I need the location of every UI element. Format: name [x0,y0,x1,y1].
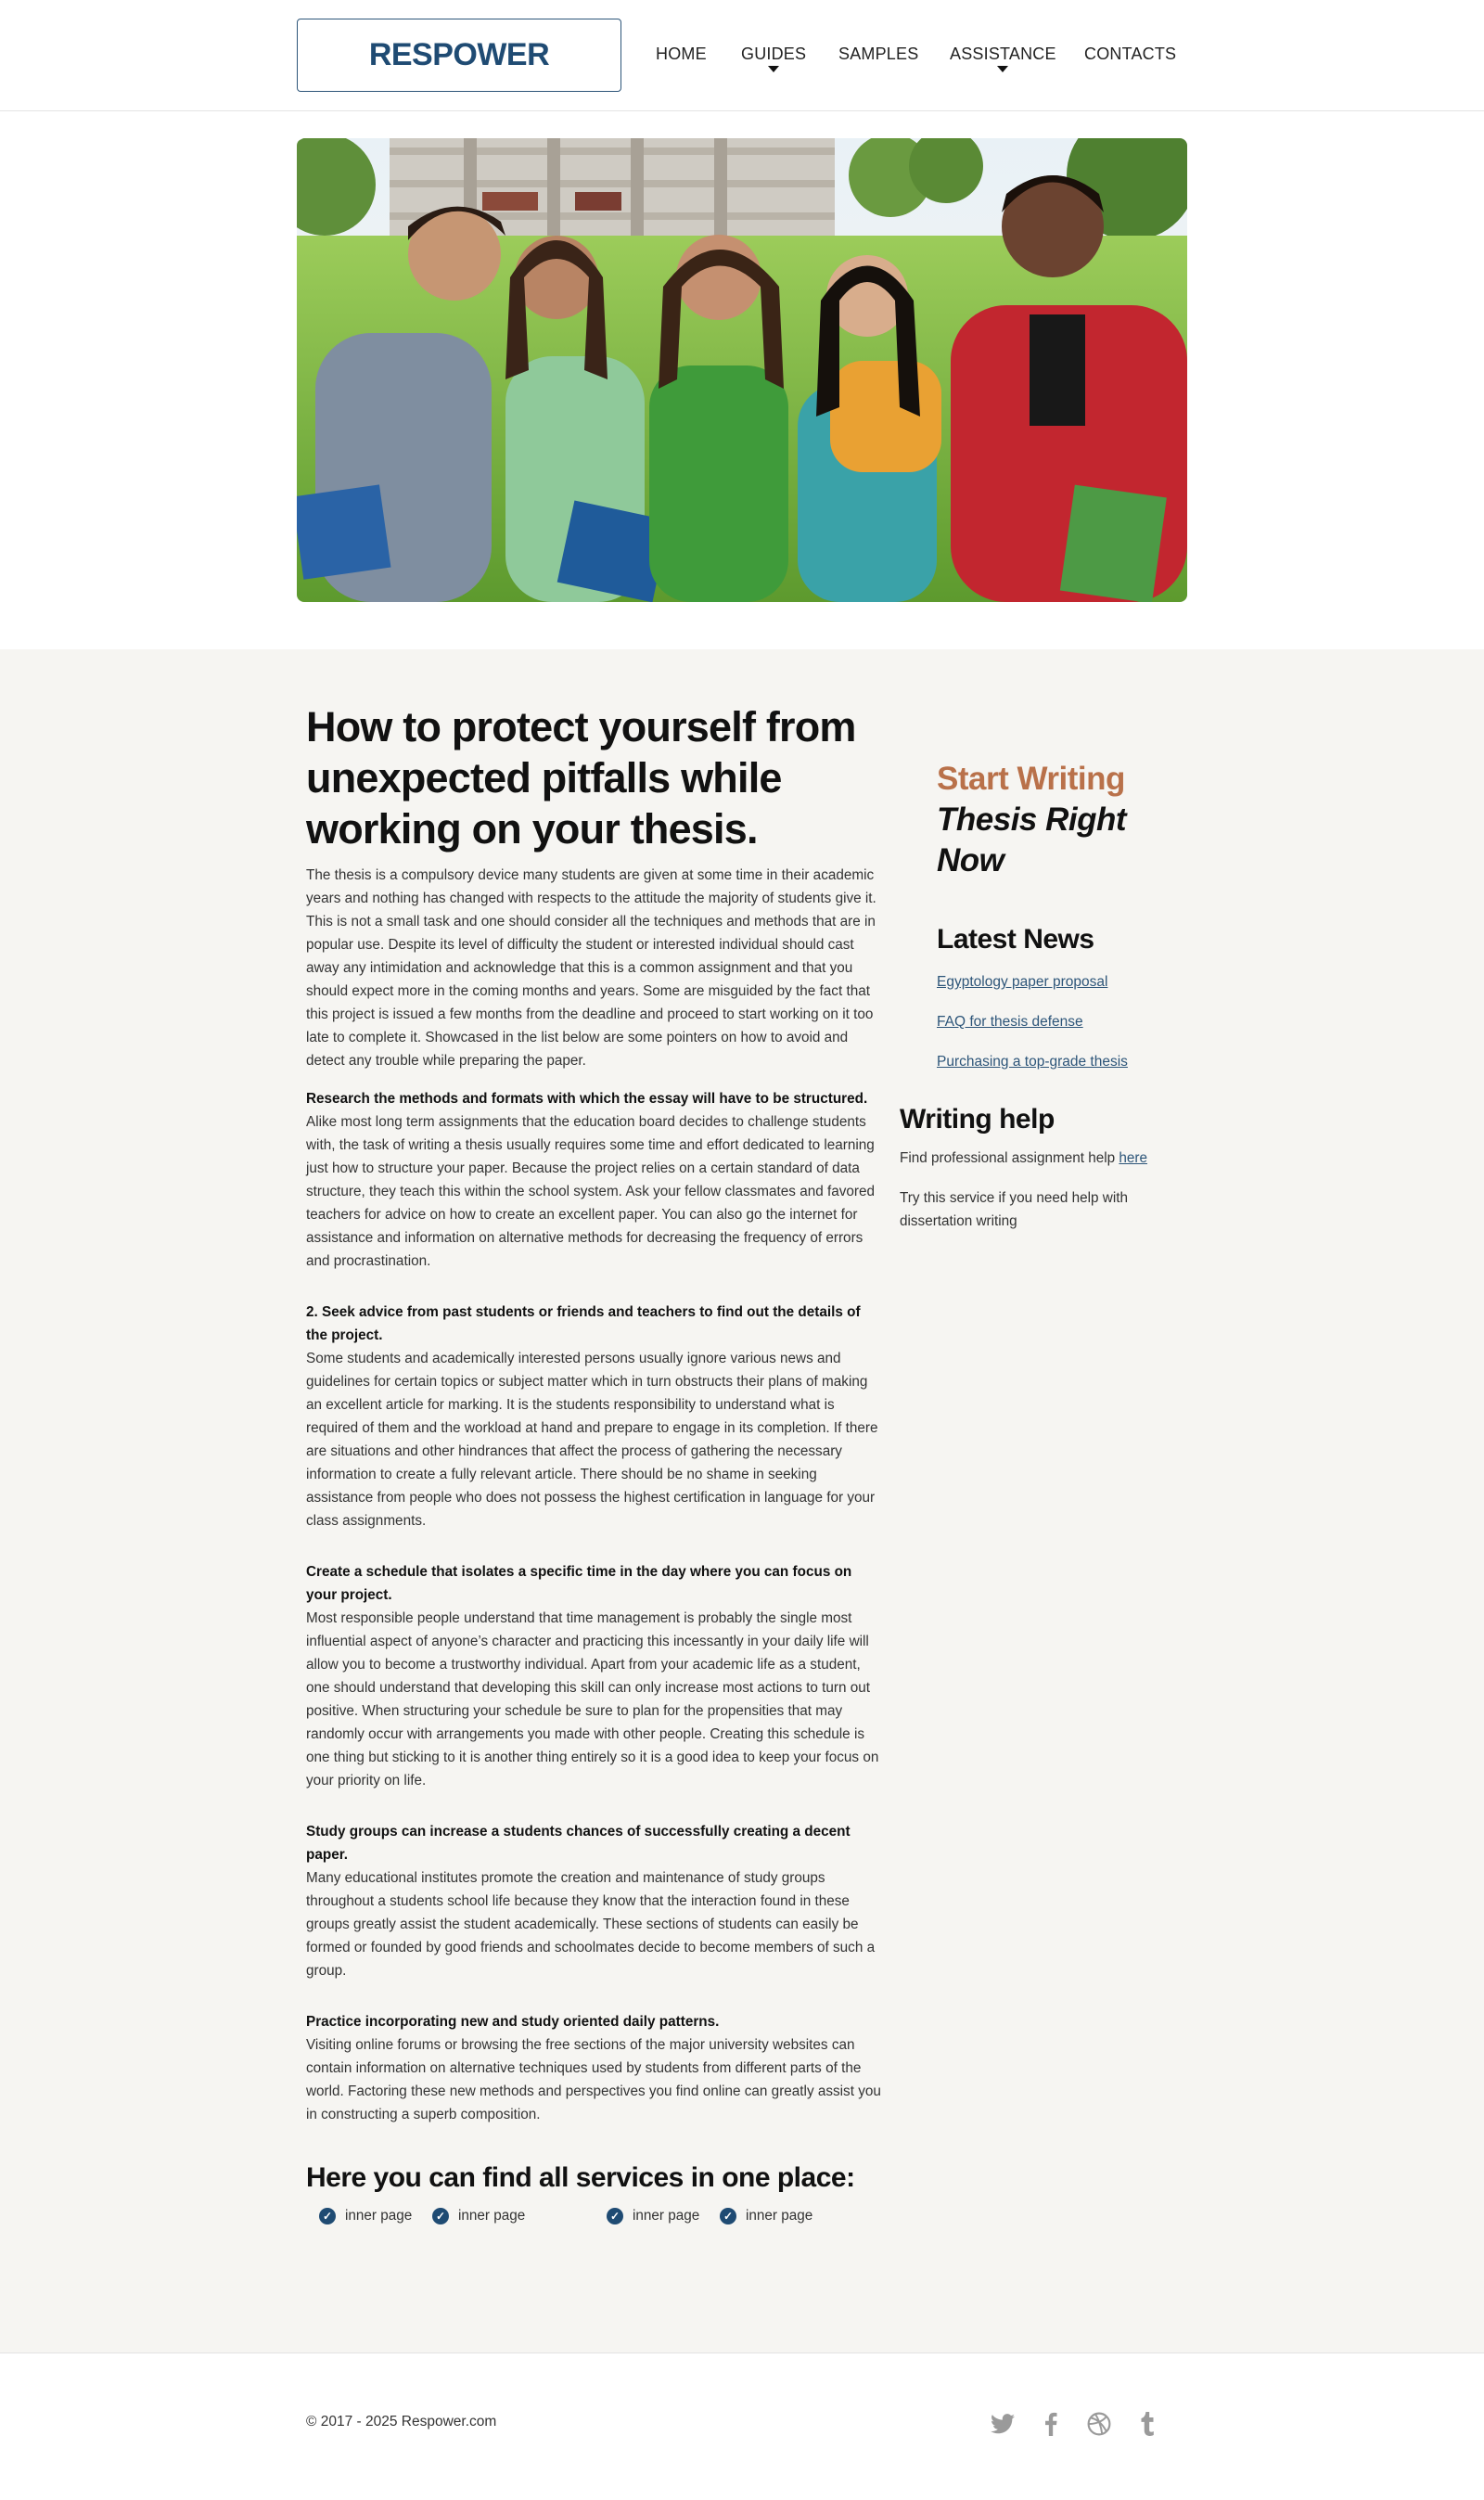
service-link[interactable] [319,2208,412,2224]
tumblr-icon[interactable] [1131,2407,1164,2441]
nav-item-samples[interactable] [838,45,918,64]
article-section [306,2010,881,2126]
article-section [306,1087,881,1273]
section-body: Most responsible people understand that time management is probably the single most influential aspect of anyone’s character and practicing this incessantly in your daily life will allow you to become a trustworthy individual. Apart from your academic life as a student, one should understand that developing this skill can only increase most actions to turn out positive. When structuring your schedule be sure to plan for the propensities that may randomly occur with arrangements you made with other people. Creating this schedule is one thing but sticking to it is another thing entirely so it is a good idea to keep your focus on your priority on life. [306,1610,879,1788]
copyright: © 2017 - 2025 Respower.com [306,2414,497,2429]
help-link[interactable]: here [1119,1150,1148,1166]
section-title: Practice incorporating new and study oriented daily patterns. [306,2014,720,2030]
section-title: Create a schedule that isolates a specific time in the day where you can focus on your project. [306,1564,852,1603]
cta-subheading: Thesis Right Now [937,801,1127,878]
section-title: 2. Seek advice from past students or friends and teachers to find out the details of the project. [306,1304,861,1343]
news-link[interactable]: Purchasing a top-grade thesis [937,1054,1128,1070]
news-link[interactable]: Egyptology paper proposal [937,974,1108,990]
check-circle-icon: ✓ [319,2208,336,2224]
service-link[interactable] [720,2208,812,2224]
nav-item-contacts[interactable] [1084,45,1176,64]
service-link[interactable] [432,2208,525,2224]
site-footer [0,2353,1484,2500]
hero-image [297,138,1187,602]
section-body: Alike most long term assignments that the education board decides to challenge students with, the task of writing a thesis usually requires some time and effort dedicated to learning just how to structure your paper. Because the project relies on a certain standard of data structure, they teach this within the school system. Ask your fellow classmates and favored teachers for advice on how to create an excellent paper. You can also go the internet for assistance and information on alternative methods for decreasing the frequency of errors and procrastination. [306,1114,876,1269]
article-section [306,1820,881,1982]
check-circle-icon: ✓ [432,2208,449,2224]
service-label[interactable]: inner page [633,2208,700,2224]
site-header [0,0,1484,111]
service-label[interactable]: inner page [746,2208,813,2224]
help-text-label: Find professional assignment help [900,1150,1116,1166]
section-title: Study groups can increase a students chances of successfully creating a decent paper. [306,1824,851,1863]
section-body: Some students and academically interested persons usually ignore various news and guidelines for certain topics or subject matter which in turn obstructs their plans of making an excellent article for marking. It is the students responsibility to understand what is required of them and the workload at hand and prepare to engage in its completion. If there are situations and other hindrances that affect the process of gathering the necessary information to create a fully relevant article. There should be no shame in seeking assistance from people who does not possess the highest certification in language for your class assignments. [306,1351,878,1529]
caret-down-icon [768,66,779,72]
article-title: How to protect yourself from unexpected pitfalls while working on your thesis. [306,703,856,853]
section-body: Visiting online forums or browsing the free sections of the major university websites can contain information on alternative techniques used by students from different parts of the world. Factoring these new methods and perspectives you find online can greatly assist you in constructing a superb composition. [306,2037,881,2122]
nav-label[interactable]: HOME [656,45,707,63]
service-label[interactable]: inner page [345,2208,413,2224]
article-section [306,1560,881,1792]
writing-help-text [900,1147,1178,1170]
news-link[interactable]: FAQ for thesis defense [937,1014,1083,1030]
facebook-icon[interactable] [1034,2407,1068,2441]
section-body: Many educational institutes promote the creation and maintenance of study groups throughout a students school life because they know that the interaction found in these groups greatly assist the student academically. These sections of students can easily be formed or founded by good friends and schoolmates decide to become members of such a group. [306,1870,876,1979]
nav-item-assistance[interactable] [950,45,1056,64]
dribbble-icon[interactable] [1082,2407,1116,2441]
article-intro: The thesis is a compulsory device many students are given at some time in their academic years and nothing has changed with respects to the attitude the majority of students give it. This is not a small task and one should consider all the techniques and methods that are in popular use. Despite its level of difficulty the student or interested individual should cast away any intimidation and acknowledge that this is a common assignment and that you should expect more in the coming months and years. Some are misguided by the fact that this project is issued a few months from the deadline and proceed to start working on it too late to complete it. Showcased in the list below are some pointers on how to avoid and detect any trouble while preparing the paper. [306,867,876,1069]
section-title: Research the methods and formats with which the essay will have to be structured. [306,1091,868,1107]
caret-down-icon [997,66,1008,72]
logo[interactable] [297,19,621,92]
service-label[interactable]: inner page [458,2208,526,2224]
nav-item-guides[interactable] [741,45,806,64]
nav-label[interactable]: SAMPLES [838,45,919,63]
latest-news-title: Latest News [937,924,1094,955]
cta-heading: Start Writing [937,761,1125,797]
check-circle-icon: ✓ [607,2208,623,2224]
services-title: Here you can find all services in one place: [306,2162,855,2193]
nav-label[interactable]: ASSISTANCE [950,45,1056,63]
check-circle-icon: ✓ [720,2208,736,2224]
article-section [306,1301,881,1532]
nav-label[interactable]: GUIDES [741,45,807,63]
nav-label[interactable]: CONTACTS [1084,45,1177,63]
twitter-icon[interactable] [986,2407,1019,2441]
article [306,701,881,2245]
writing-help-text-2: Try this service if you need help with dissertation writing [900,1190,1128,1229]
service-link[interactable] [607,2208,699,2224]
logo-text[interactable]: RESPOWER [368,37,550,72]
writing-help-title: Writing help [900,1104,1055,1135]
services-list [306,2208,881,2245]
nav-item-home[interactable] [656,45,707,64]
